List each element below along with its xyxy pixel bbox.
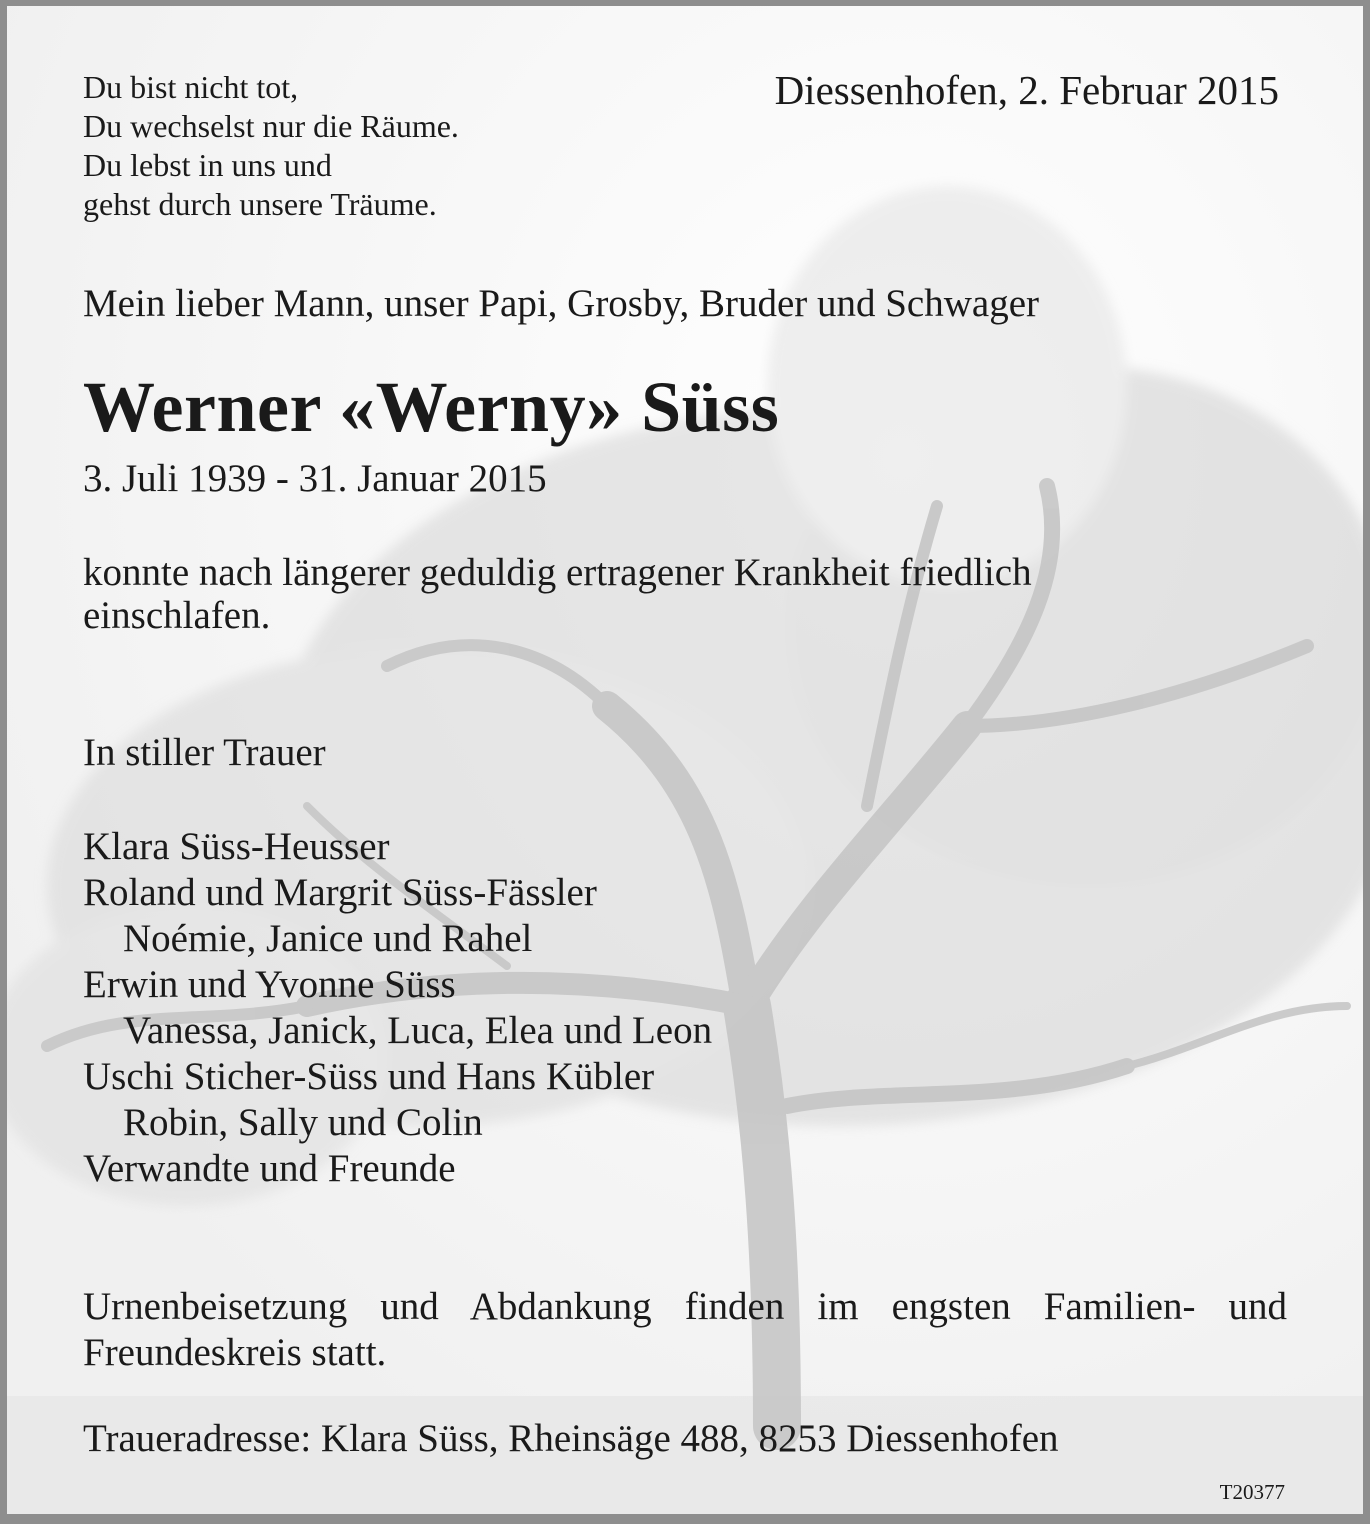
motto-line: Du bist nicht tot, (83, 69, 299, 105)
mourner-line: Uschi Sticher-Süss und Hans Kübler (83, 1055, 655, 1098)
mourning-address: Traueradresse: Klara Süss, Rheinsäge 488, 8253 Diessenhofen (83, 1417, 1059, 1460)
deceased-name: Werner «Werny» Süss (83, 367, 780, 447)
service-notice-line: Freundeskreis statt. (83, 1331, 387, 1374)
mourner-line: Robin, Sally und Colin (123, 1101, 483, 1144)
service-notice-line: Urnenbeisetzung und Abdankung finden im engsten Familien- und (83, 1285, 1287, 1328)
mourners-list (83, 824, 712, 1192)
mourner-line: Noémie, Janice und Rahel (123, 917, 533, 960)
motto-poem (83, 68, 459, 224)
mourner-line: Erwin und Yvonne Süss (83, 963, 456, 1006)
motto-line: Du wechselst nur die Räume. (83, 108, 459, 144)
motto-line: gehst durch unsere Träume. (83, 186, 437, 222)
mourner-line: Verwandte und Freunde (83, 1147, 456, 1190)
place-date: Diessenhofen, 2. Februar 2015 (774, 67, 1279, 113)
motto-line: Du lebst in uns und (83, 147, 332, 183)
mourner-line: Vanessa, Janick, Luca, Elea und Leon (123, 1009, 713, 1052)
obituary-page (7, 6, 1363, 1514)
mourning-heading: In stiller Trauer (83, 731, 326, 774)
life-dates: 3. Juli 1939 - 31. Januar 2015 (83, 457, 547, 500)
death-message (83, 551, 1032, 637)
reference-code: T20377 (1219, 1480, 1285, 1504)
intro-line: Mein lieber Mann, unser Papi, Grosby, Bruder und Schwager (83, 282, 1040, 325)
mourner-line: Klara Süss-Heusser (83, 825, 390, 868)
message-line: konnte nach längerer geduldig ertragener Krankheit friedlich (83, 551, 1032, 594)
message-line: einschlafen. (83, 594, 271, 637)
mourner-line: Roland und Margrit Süss-Fässler (83, 871, 597, 914)
